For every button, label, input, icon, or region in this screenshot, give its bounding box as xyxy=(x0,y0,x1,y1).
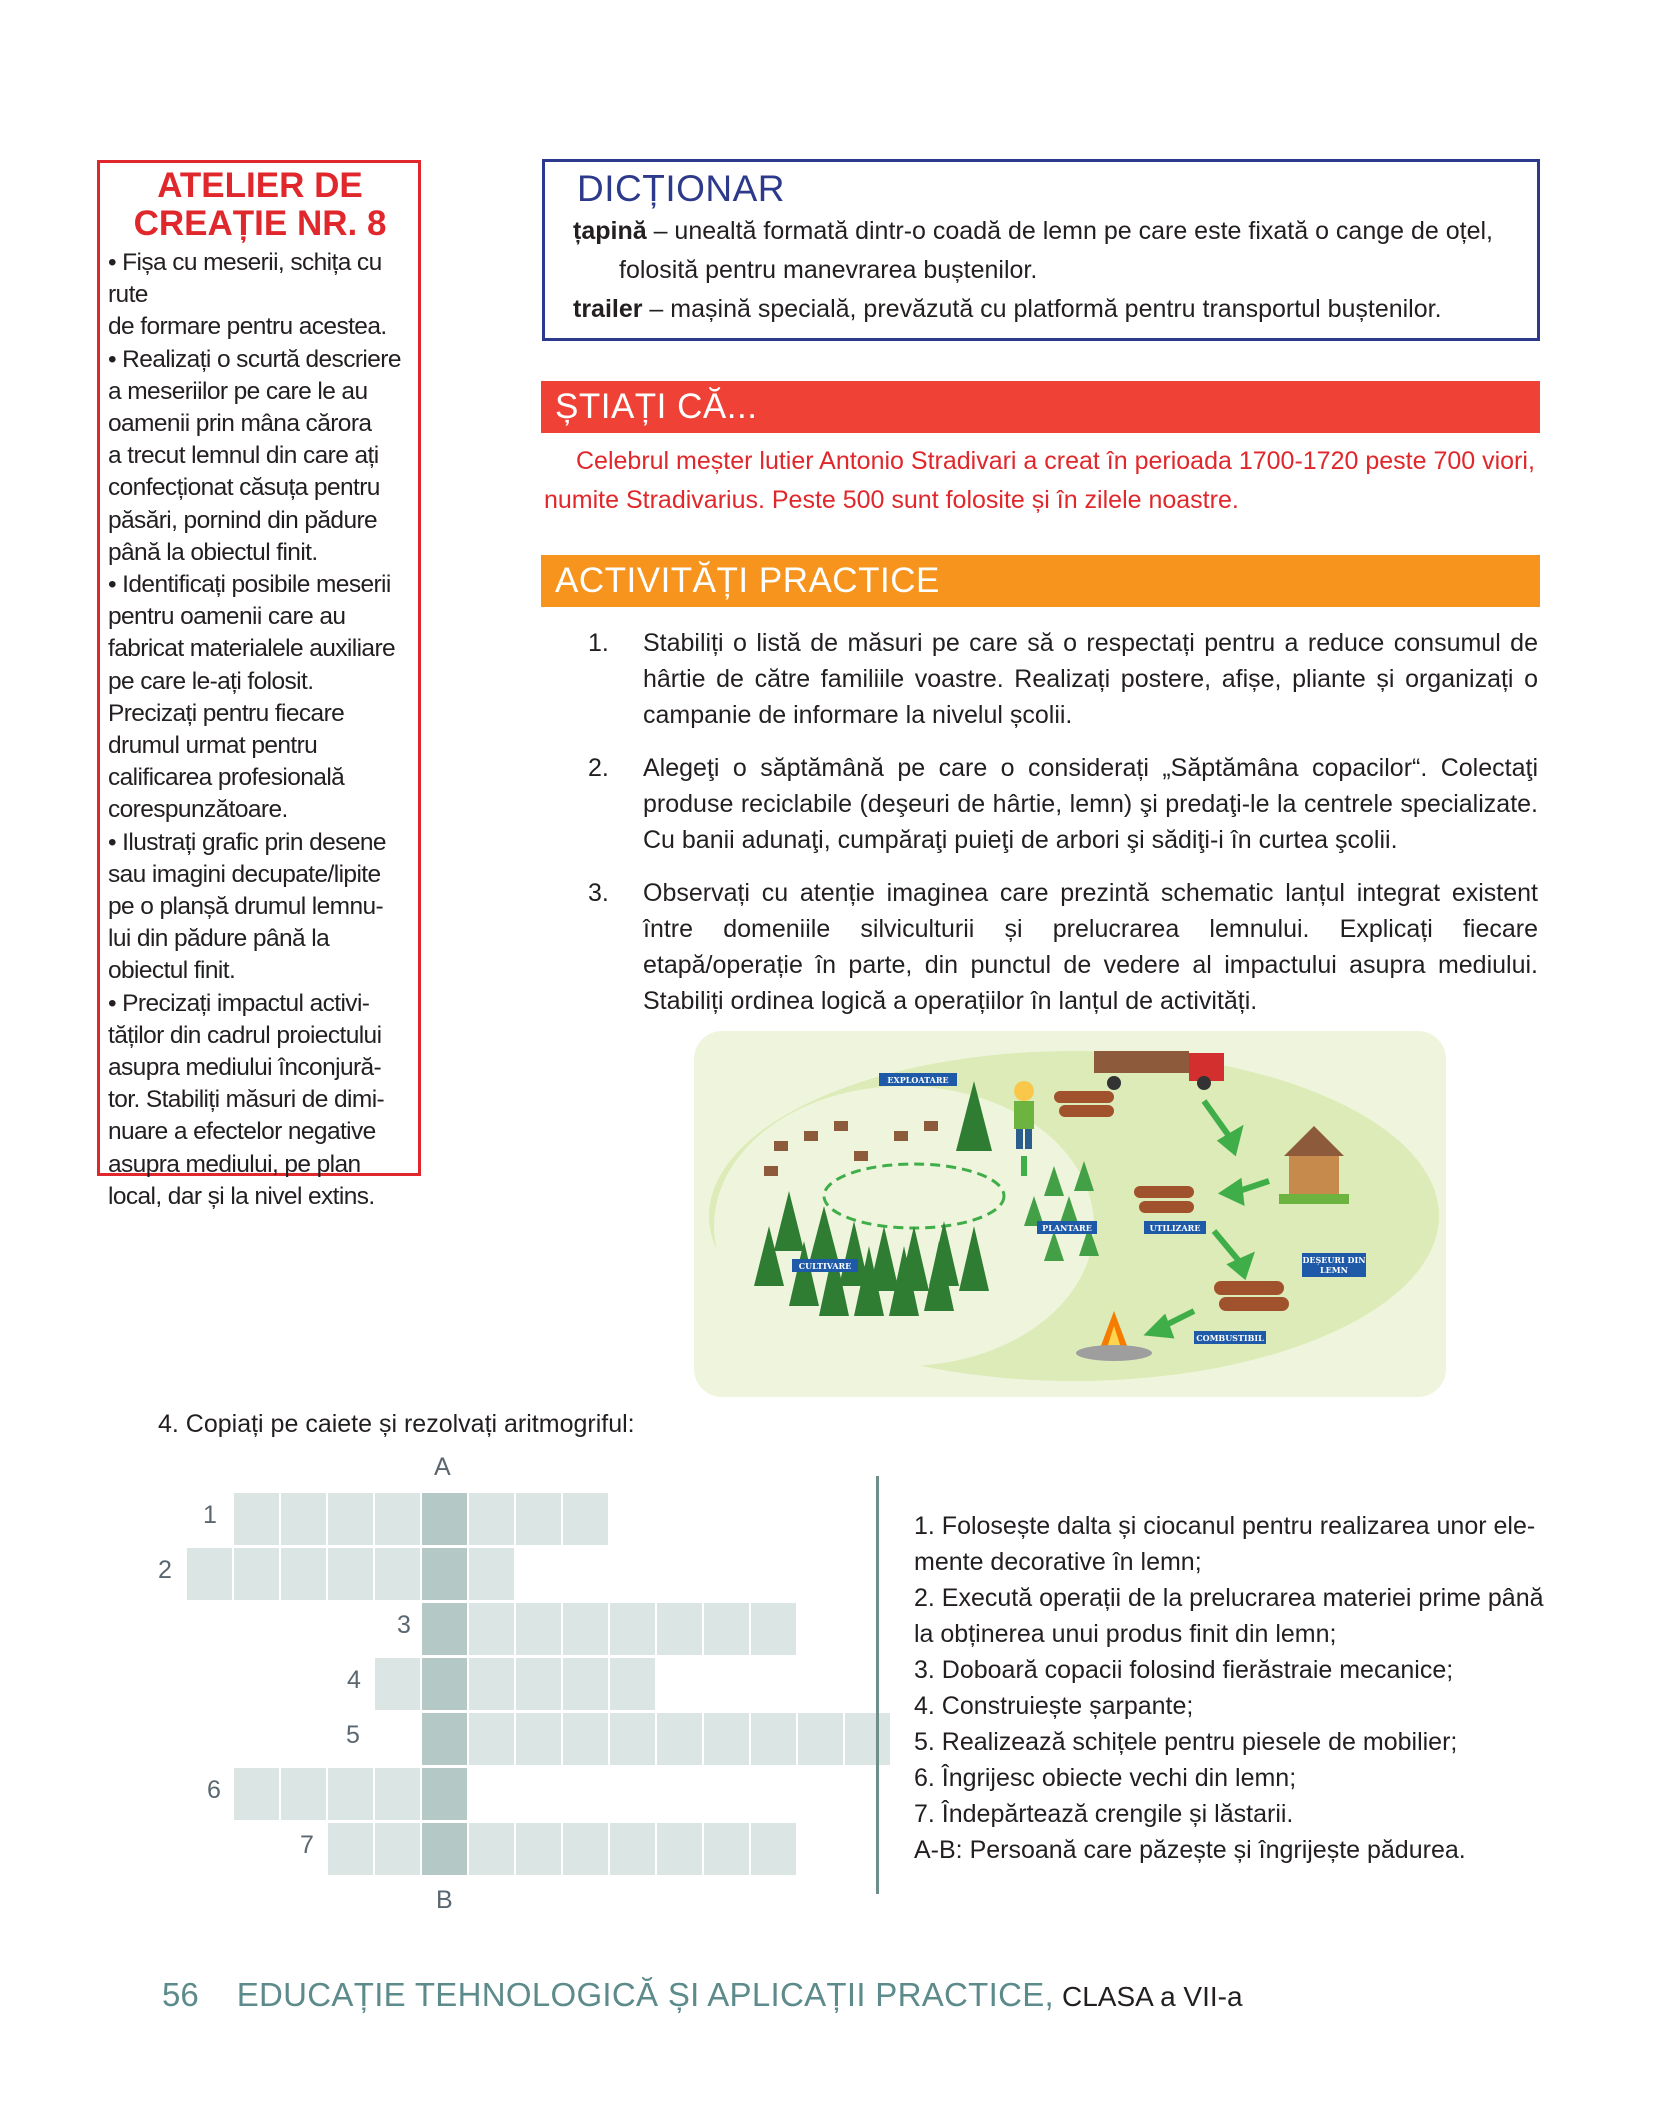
atelier-line: local, dar și la nivel extins. xyxy=(108,1182,375,1210)
crossword-cell[interactable] xyxy=(610,1823,655,1875)
clue-line: A-B: Persoană care păzește și îngrijește pădurea. xyxy=(914,1836,1466,1864)
label-utilizare: UTILIZARE xyxy=(1149,1223,1201,1233)
crossword-cell[interactable] xyxy=(328,1823,373,1875)
crossword-cell[interactable] xyxy=(234,1493,279,1545)
activity-item xyxy=(588,875,1538,1019)
crossword-key-cell[interactable] xyxy=(422,1658,467,1710)
page-number: 56 xyxy=(162,1976,199,2013)
crossword-cell[interactable] xyxy=(751,1713,796,1765)
atelier-title-line: ATELIER DE xyxy=(157,166,363,205)
crossword-cell[interactable] xyxy=(516,1603,561,1655)
dictionary-term: țapină xyxy=(573,217,647,245)
atelier-box xyxy=(97,160,421,1210)
crossword-key-cell[interactable] xyxy=(422,1713,467,1765)
atelier-line: • Ilustrați grafic prin desene xyxy=(108,828,386,856)
atelier-line: asupra mediului înconjură- xyxy=(108,1054,382,1082)
crossword-cell[interactable] xyxy=(516,1823,561,1875)
label-cultivare: CULTIVARE xyxy=(798,1261,852,1271)
atelier-line: • Realizați o scurtă descriere xyxy=(108,345,401,373)
crossword-label-b: B xyxy=(436,1886,453,1914)
crossword-cell[interactable] xyxy=(563,1493,608,1545)
crossword-cell[interactable] xyxy=(328,1493,373,1545)
crossword-cell[interactable] xyxy=(657,1823,702,1875)
crossword-key-cell[interactable] xyxy=(422,1548,467,1600)
crossword-row-number: 4 xyxy=(347,1666,361,1694)
atelier-line: drumul urmat pentru xyxy=(108,732,318,760)
crossword-cell[interactable] xyxy=(281,1548,326,1600)
clue-line: 3. Doboară copacii folosind fierăstraie mecanice; xyxy=(914,1656,1454,1684)
crossword-row-number: 5 xyxy=(346,1721,360,1749)
crossword-cell[interactable] xyxy=(469,1713,514,1765)
atelier-line: confecționat căsuța pentru xyxy=(108,474,380,502)
activity-item xyxy=(588,750,1538,858)
dictionary-entry xyxy=(573,212,1537,251)
crossword-cell[interactable] xyxy=(516,1658,561,1710)
activity-text: Alegeţi o săptămână pe care o considerați „Săptămâna copacilor“. Colectaţi produse reciclabile (deşeuri de hârtie, lemn) şi predaţi-le la centrele specializate. Cu banii adunaţi, cumpăraţi puieţi de arbori şi sădiţi-i în curtea şcolii. xyxy=(643,754,1538,854)
activity-number: 2. xyxy=(588,754,609,782)
atelier-line: a meseriilor pe care le au xyxy=(108,377,368,405)
atelier-line: tăților din cadrul proiectului xyxy=(108,1021,382,1049)
activity-number: 3. xyxy=(588,879,609,907)
atelier-line: a trecut lemnul din care ați xyxy=(108,442,379,470)
atelier-line: obiectul finit. xyxy=(108,957,236,985)
stiati-banner: ȘTIAȚI CĂ... xyxy=(541,381,1540,433)
atelier-line: sau imagini decupate/lipite xyxy=(108,860,381,888)
dictionary-box xyxy=(542,159,1540,341)
clue-line: mente decorative în lemn; xyxy=(914,1548,1202,1576)
dictionary-entry xyxy=(573,290,1537,329)
forestry-cycle-diagram xyxy=(694,1031,1446,1397)
crossword-cell[interactable] xyxy=(516,1713,561,1765)
crossword-cell[interactable] xyxy=(469,1493,514,1545)
crossword-cell[interactable] xyxy=(375,1658,420,1710)
atelier-line: corespunzătoare. xyxy=(108,796,288,824)
crossword-row-number: 3 xyxy=(397,1611,411,1639)
crossword-cell[interactable] xyxy=(469,1603,514,1655)
label-exploatare: EXPLOATARE xyxy=(887,1075,949,1085)
dictionary-definition: – unealtă formată dintr-o coadă de lemn pe care este fixată o cange de oțel, xyxy=(646,217,1493,245)
crossword-cell[interactable] xyxy=(375,1823,420,1875)
activity-text: Stabiliți o listă de măsuri pe care să o respectați pentru a reduce consumul de hârtie de către familiile voastre. Realizați postere, afișe, pliante și organizați o campanie de informare la nivelul școlii. xyxy=(643,629,1538,729)
atelier-line: lui din pădure până la xyxy=(108,925,330,953)
dictionary-definition: – mașină specială, prevăzută cu platformă pentru transportul buștenilor. xyxy=(642,295,1442,323)
activity-text: Observați cu atenție imaginea care prezintă schematic lanțul integrat existent între domeniile silviculturii și prelucrarea lemnului. Explicați fiecare etapă/operație în parte, din punctul de vedere al impactului asupra mediului. Stabiliți ordinea logică a operațiilor în lanțul de activități. xyxy=(643,879,1538,1015)
atelier-line: de formare pentru acestea. xyxy=(108,313,387,341)
crossword-cell[interactable] xyxy=(610,1658,655,1710)
crossword-cell[interactable] xyxy=(798,1713,843,1765)
crossword-cell[interactable] xyxy=(657,1713,702,1765)
crossword-cell[interactable] xyxy=(234,1768,279,1820)
crossword-cell[interactable] xyxy=(187,1548,232,1600)
crossword-cell[interactable] xyxy=(469,1658,514,1710)
crossword-cell[interactable] xyxy=(563,1713,608,1765)
atelier-line: asupra mediului, pe plan xyxy=(108,1150,361,1178)
label-lemn: LEMN xyxy=(1320,1265,1348,1275)
atelier-line: • Precizați impactul activi- xyxy=(108,989,370,1017)
crossword-cell[interactable] xyxy=(516,1493,561,1545)
crossword-row-number: 6 xyxy=(207,1776,221,1804)
crossword-cell[interactable] xyxy=(375,1768,420,1820)
crossword-key-cell[interactable] xyxy=(422,1603,467,1655)
label-plantare: PLANTARE xyxy=(1042,1223,1092,1233)
crossword-key-cell[interactable] xyxy=(422,1493,467,1545)
label-deseuri: DEȘEURI DIN xyxy=(1302,1255,1366,1265)
crossword-key-cell[interactable] xyxy=(422,1768,467,1820)
book-title: EDUCAȚIE TEHNOLOGICĂ ȘI APLICAȚII PRACTICE, xyxy=(236,1976,1055,2013)
crossword-cell[interactable] xyxy=(281,1493,326,1545)
clue-line: 6. Îngrijesc obiecte vechi din lemn; xyxy=(914,1764,1297,1792)
crossword-cell[interactable] xyxy=(845,1713,890,1765)
activity-item xyxy=(588,625,1538,733)
atelier-title xyxy=(108,167,412,243)
atelier-line: pe care le-ați folosit. xyxy=(108,667,314,695)
atelier-line: tor. Stabiliți măsuri de dimi- xyxy=(108,1086,385,1114)
crossword-cell[interactable] xyxy=(375,1548,420,1600)
crossword-cell[interactable] xyxy=(704,1603,749,1655)
crossword-clues xyxy=(914,1508,1554,1868)
crossword-cell[interactable] xyxy=(234,1548,279,1600)
diagram-svg xyxy=(694,1031,1446,1397)
stiati-text xyxy=(544,442,1544,520)
crossword-cell[interactable] xyxy=(751,1823,796,1875)
atelier-line: Precizați pentru fiecare xyxy=(108,699,345,727)
stiati-line: numite Stradivarius. Peste 500 sunt folosite și în zilele noastre. xyxy=(544,486,1239,514)
crossword-cell[interactable] xyxy=(657,1603,702,1655)
crossword-divider xyxy=(876,1476,879,1894)
stiati-line: Celebrul meșter lutier Antonio Stradivari a creat în perioada 1700-1720 peste 700 viori, xyxy=(576,447,1535,475)
crossword-instruction: 4. Copiați pe caiete și rezolvați aritmogriful: xyxy=(158,1410,635,1438)
clue-line: 7. Îndepărtează crengile și lăstarii. xyxy=(914,1800,1294,1828)
label-combustibil: COMBUSTIBIL xyxy=(1196,1333,1264,1343)
atelier-text xyxy=(108,247,412,1213)
crossword-cell[interactable] xyxy=(328,1768,373,1820)
atelier-line: • Fișa cu meserii, schița cu rute xyxy=(108,249,382,309)
crossword-cell[interactable] xyxy=(610,1603,655,1655)
crossword-cell[interactable] xyxy=(704,1713,749,1765)
crossword-cell[interactable] xyxy=(375,1493,420,1545)
crossword-cell[interactable] xyxy=(751,1603,796,1655)
clue-line: 1. Folosește dalta și ciocanul pentru realizarea unor ele- xyxy=(914,1512,1536,1540)
clue-line: 5. Realizează schițele pentru piesele de mobilier; xyxy=(914,1728,1458,1756)
crossword-cell[interactable] xyxy=(610,1713,655,1765)
crossword-cell[interactable] xyxy=(281,1768,326,1820)
crossword-row-number: 7 xyxy=(300,1831,314,1859)
clue-line: 4. Construiește șarpante; xyxy=(914,1692,1194,1720)
crossword-row-number: 1 xyxy=(203,1501,217,1529)
atelier-line: păsări, pornind din pădure xyxy=(108,506,378,534)
atelier-line: pentru oamenii care au xyxy=(108,603,346,631)
activities-banner: ACTIVITĂȚI PRACTICE xyxy=(541,555,1540,607)
crossword-cell[interactable] xyxy=(704,1823,749,1875)
dictionary-term: trailer xyxy=(573,295,643,323)
crossword-cell[interactable] xyxy=(563,1823,608,1875)
class-label: CLASA a VII-a xyxy=(1062,1981,1243,2012)
dictionary-title: DICȚIONAR xyxy=(577,168,785,209)
crossword-cell[interactable] xyxy=(469,1548,514,1600)
atelier-line: oamenii prin mâna cărora xyxy=(108,410,372,438)
crossword-row-number: 2 xyxy=(158,1556,172,1584)
crossword-label-a: A xyxy=(434,1453,451,1481)
crossword-key-cell[interactable] xyxy=(422,1823,467,1875)
atelier-line: până la obiectul finit. xyxy=(108,538,318,566)
crossword-cell[interactable] xyxy=(563,1658,608,1710)
clue-line: la obținerea unui produs finit din lemn; xyxy=(914,1620,1337,1648)
page-footer xyxy=(162,1975,1243,2017)
atelier-title-line: CREAȚIE NR. 8 xyxy=(133,204,387,243)
atelier-line: nuare a efectelor negative xyxy=(108,1118,376,1146)
atelier-line: pe o planșă drumul lemnu- xyxy=(108,893,384,921)
atelier-line: calificarea profesională xyxy=(108,764,345,792)
crossword-cell[interactable] xyxy=(328,1548,373,1600)
atelier-line: fabricat materialele auxiliare xyxy=(108,635,396,663)
dictionary-definition-cont: folosită pentru manevrarea buștenilor. xyxy=(619,256,1038,284)
crossword-cell[interactable] xyxy=(469,1823,514,1875)
activity-number: 1. xyxy=(588,629,609,657)
activities-list xyxy=(588,625,1538,1036)
crossword-cell[interactable] xyxy=(563,1603,608,1655)
atelier-line: • Identificați posibile meserii xyxy=(108,571,391,599)
clue-line: 2. Execută operații de la prelucrarea materiei prime până xyxy=(914,1584,1544,1612)
